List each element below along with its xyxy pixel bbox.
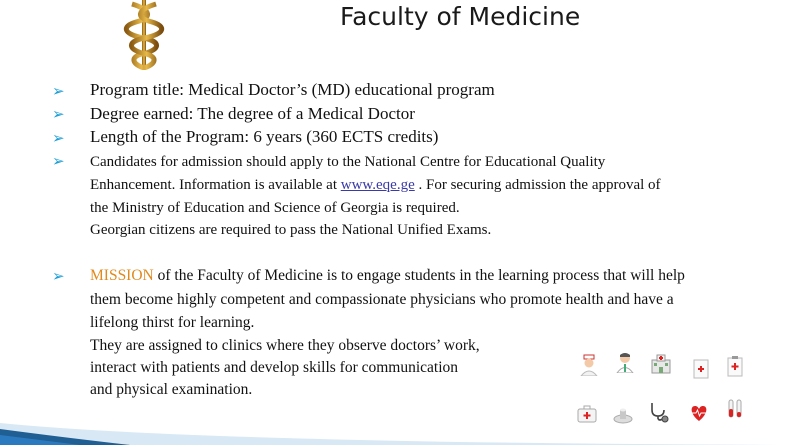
medical-clipboard-icon [724, 355, 746, 377]
hospital-icon [650, 352, 672, 374]
admission-line-1: Candidates for admission should apply to the National Centre for Educational Quality [90, 154, 606, 170]
admission-line-3: the Ministry of Education and Science of Georgia is required. [90, 200, 460, 216]
arrow-bullet-icon: ➢ [52, 107, 65, 123]
mission-line-3: lifelong thirst for learning. [90, 314, 255, 331]
degree-text: Degree earned: The degree of a Medical Doctor [90, 104, 415, 123]
mission-line-2: them become highly competent and compassionate physicians who promote health and have a [90, 291, 674, 308]
doctor-icon [614, 351, 636, 373]
mission-line-6: and physical examination. [90, 381, 253, 398]
arrow-bullet-icon: ➢ [52, 131, 65, 147]
mission-line-1 [90, 266, 685, 286]
arrow-bullet-icon: ➢ [52, 269, 65, 285]
decorative-swoosh [0, 415, 800, 445]
admission-line-2 [90, 175, 661, 195]
admission-line-2-post: . For securing admission the approval of [414, 177, 661, 193]
eqe-link[interactable]: www.eqe.ge [340, 177, 415, 193]
length-text: Length of the Program: 6 years (360 ECTS credits) [90, 127, 439, 146]
mission-heading: MISSION [90, 267, 154, 284]
medical-chart-icon [690, 358, 712, 380]
mission-line-5: interact with patients and develop skills for communication [90, 359, 459, 376]
nurse-icon [578, 354, 600, 376]
arrow-bullet-icon: ➢ [52, 154, 65, 170]
page-title: Faculty of Medicine [340, 2, 581, 31]
caduceus-logo [118, 0, 170, 70]
mission-line-1-rest: of the Faculty of Medicine is to engage students in the learning process that will help [153, 267, 685, 284]
admission-line-4: Georgian citizens are required to pass the National Unified Exams. [90, 222, 492, 238]
program-title-text: Program title: Medical Doctor’s (MD) educational program [90, 80, 495, 99]
admission-line-2-pre: Enhancement. Information is available at [90, 177, 341, 193]
arrow-bullet-icon: ➢ [52, 84, 65, 100]
mission-line-4: They are assigned to clinics where they observe doctors’ work, [90, 337, 480, 354]
